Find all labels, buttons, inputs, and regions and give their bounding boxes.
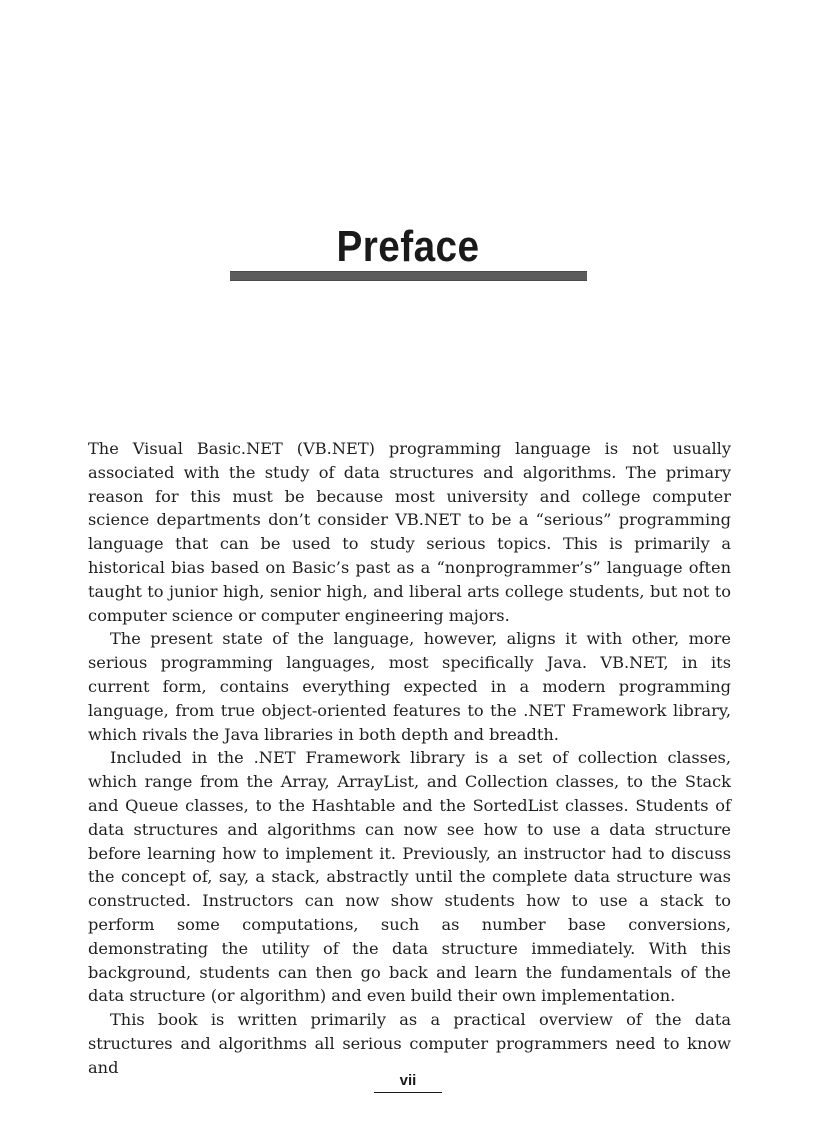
page-number: vii bbox=[374, 1072, 442, 1093]
title-underline-rule bbox=[230, 271, 587, 281]
preface-body bbox=[88, 437, 731, 1080]
page-title: Preface bbox=[336, 222, 480, 272]
paragraph-2: The present state of the language, however, aligns it with other, more serious programming languages, most specifically Java. VB.NET, in its current form, contains everything expected in a modern programming language, from true object-oriented features to the .NET Framework library, which rivals the Java libraries in both depth and breadth. bbox=[88, 629, 731, 744]
paragraph-4: This book is written primarily as a practical overview of the data structures and algorithms all serious computer programmers need to know and bbox=[88, 1010, 731, 1077]
paragraph-3: Included in the .NET Framework library is a set of collection classes, which range from the Array, ArrayList, and Collection classes, to the Stack and Queue classes, to the Hashtable and the SortedList classes. Students of data structures and algorithms can now see how to use a data structure before learning how to implement it. Previously, an instructor had to discuss the concept of, say, a stack, abstractly until the complete data structure was constructed. Instructors can now show students how to use a stack to perform some computations, such as number base conversions, demonstrating the utility of the data structure immediately. With this background, students can then go back and learn the fundamentals of the data structure (or algorithm) and even build their own implementation. bbox=[88, 748, 731, 1006]
paragraph-1: The Visual Basic.NET (VB.NET) programming language is not usually associated with the study of data structures and algorithms. The primary reason for this must be because most university and college computer science departments don’t consider VB.NET to be a “serious” programming language that can be used to study serious topics. This is primarily a historical bias based on Basic’s past as a “nonprogrammer’s” language often taught to junior high, senior high, and liberal arts college students, but not to computer science or computer engineering majors. bbox=[88, 439, 731, 625]
